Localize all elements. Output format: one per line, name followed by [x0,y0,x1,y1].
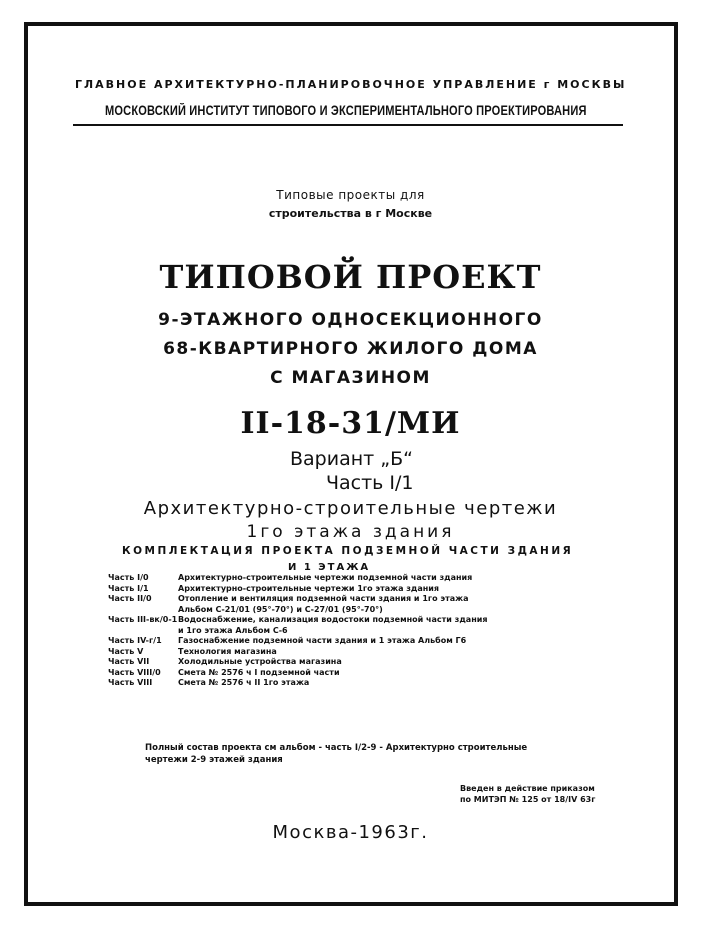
project-code: II-18-31/МИ [240,406,461,441]
part-text: Архитектурно-строительные чертежи подземной части здания [178,573,473,582]
project-part: Часть I/1 [326,472,414,494]
list-item [108,584,588,595]
part-text: Водоснабжение, канализация водостоки подземной части здания [178,615,488,624]
list-item [108,636,588,647]
part-label: Часть V [108,646,144,656]
part-text: Смета № 2576 ч I подземной части [178,667,340,677]
title-line-3: С МАГАЗИНОМ [270,368,431,388]
part-label: Часть I/0 [108,573,149,582]
subject-line-1: Архитектурно-строительные чертежи [143,498,558,519]
header-rule [73,124,623,126]
part-text: Технология магазина [178,646,277,656]
kompl-heading: КОМПЛЕКТАЦИЯ ПРОЕКТА ПОДЗЕМНОЙ ЧАСТИ ЗДАНИЯ [122,545,574,557]
institute-header: МОСКОВСКИЙ ИНСТИТУТ ТИПОВОГО И ЭКСПЕРИМЕНТАЛЬНОГО ПРОЕКТИРОВАНИЯ [105,103,587,118]
part-label: Часть II/0 [108,594,152,603]
list-item [108,668,588,679]
subject-line-2: 1го этажа здания [246,522,455,542]
decree-note [460,783,640,805]
part-text: Смета № 2576 ч II 1го этажа [178,678,310,687]
list-item [108,615,588,626]
part-text: и 1го этажа Альбом С-6 [178,625,288,635]
ministry-header: ГЛАВНОЕ АРХИТЕКТУРНО-ПЛАНИРОВОЧНОЕ УПРАВЛЕНИЕ г МОСКВЫ [75,78,627,91]
decree-line-2: по МИТЭП № 125 от 18/IV 63г [460,795,596,804]
list-item [108,594,588,605]
decree-line-1: Введен в действие приказом [460,784,595,793]
part-text: Архитектурно-строительные чертежи 1го этажа здания [178,583,440,593]
document-title: ТИПОВОЙ ПРОЕКТ [159,258,542,296]
kompl-heading-2: И 1 ЭТАЖА [288,562,371,573]
part-label: Часть VIII [108,678,153,687]
list-item [108,626,588,637]
list-item [108,647,588,658]
parts-list [108,573,588,689]
list-item [108,573,588,584]
part-label: Часть III-вк/0-1 [108,615,178,624]
list-item [108,605,588,616]
part-label: Часть VII [108,657,150,666]
series-line-1: Типовые проекты для [276,188,425,202]
part-text: Газоснабжение подземной части здания и 1 этажа Альбом Г6 [178,636,467,645]
part-label [108,605,178,616]
part-text: Холодильные устройства магазина [178,657,342,666]
part-label: Часть I/1 [108,583,149,593]
part-text: Отопление и вентиляция подземной части здания и 1го этажа [178,594,469,603]
list-item [108,678,588,689]
composition-note: Полный состав проекта см альбом - часть I/2-9 - Архитектурно строительные чертежи 2-9 этажей здания [145,743,528,765]
list-item [108,657,588,668]
title-line-2: 68-КВАРТИРНОГО ЖИЛОГО ДОМА [163,339,538,359]
part-label [108,626,178,637]
part-text: Альбом С-21/01 (95°-70°) и С-27/01 (95°-70°) [178,604,383,614]
title-line-1: 9-ЭТАЖНОГО ОДНОСЕКЦИОННОГО [158,310,543,330]
series-line-2: строительства в г Москве [268,207,433,220]
city-year: Москва-1963г. [272,822,429,843]
project-variant: Вариант „Б“ [290,448,413,470]
part-label: Часть VIII/0 [108,667,161,677]
part-label: Часть IV-г/1 [108,636,162,645]
